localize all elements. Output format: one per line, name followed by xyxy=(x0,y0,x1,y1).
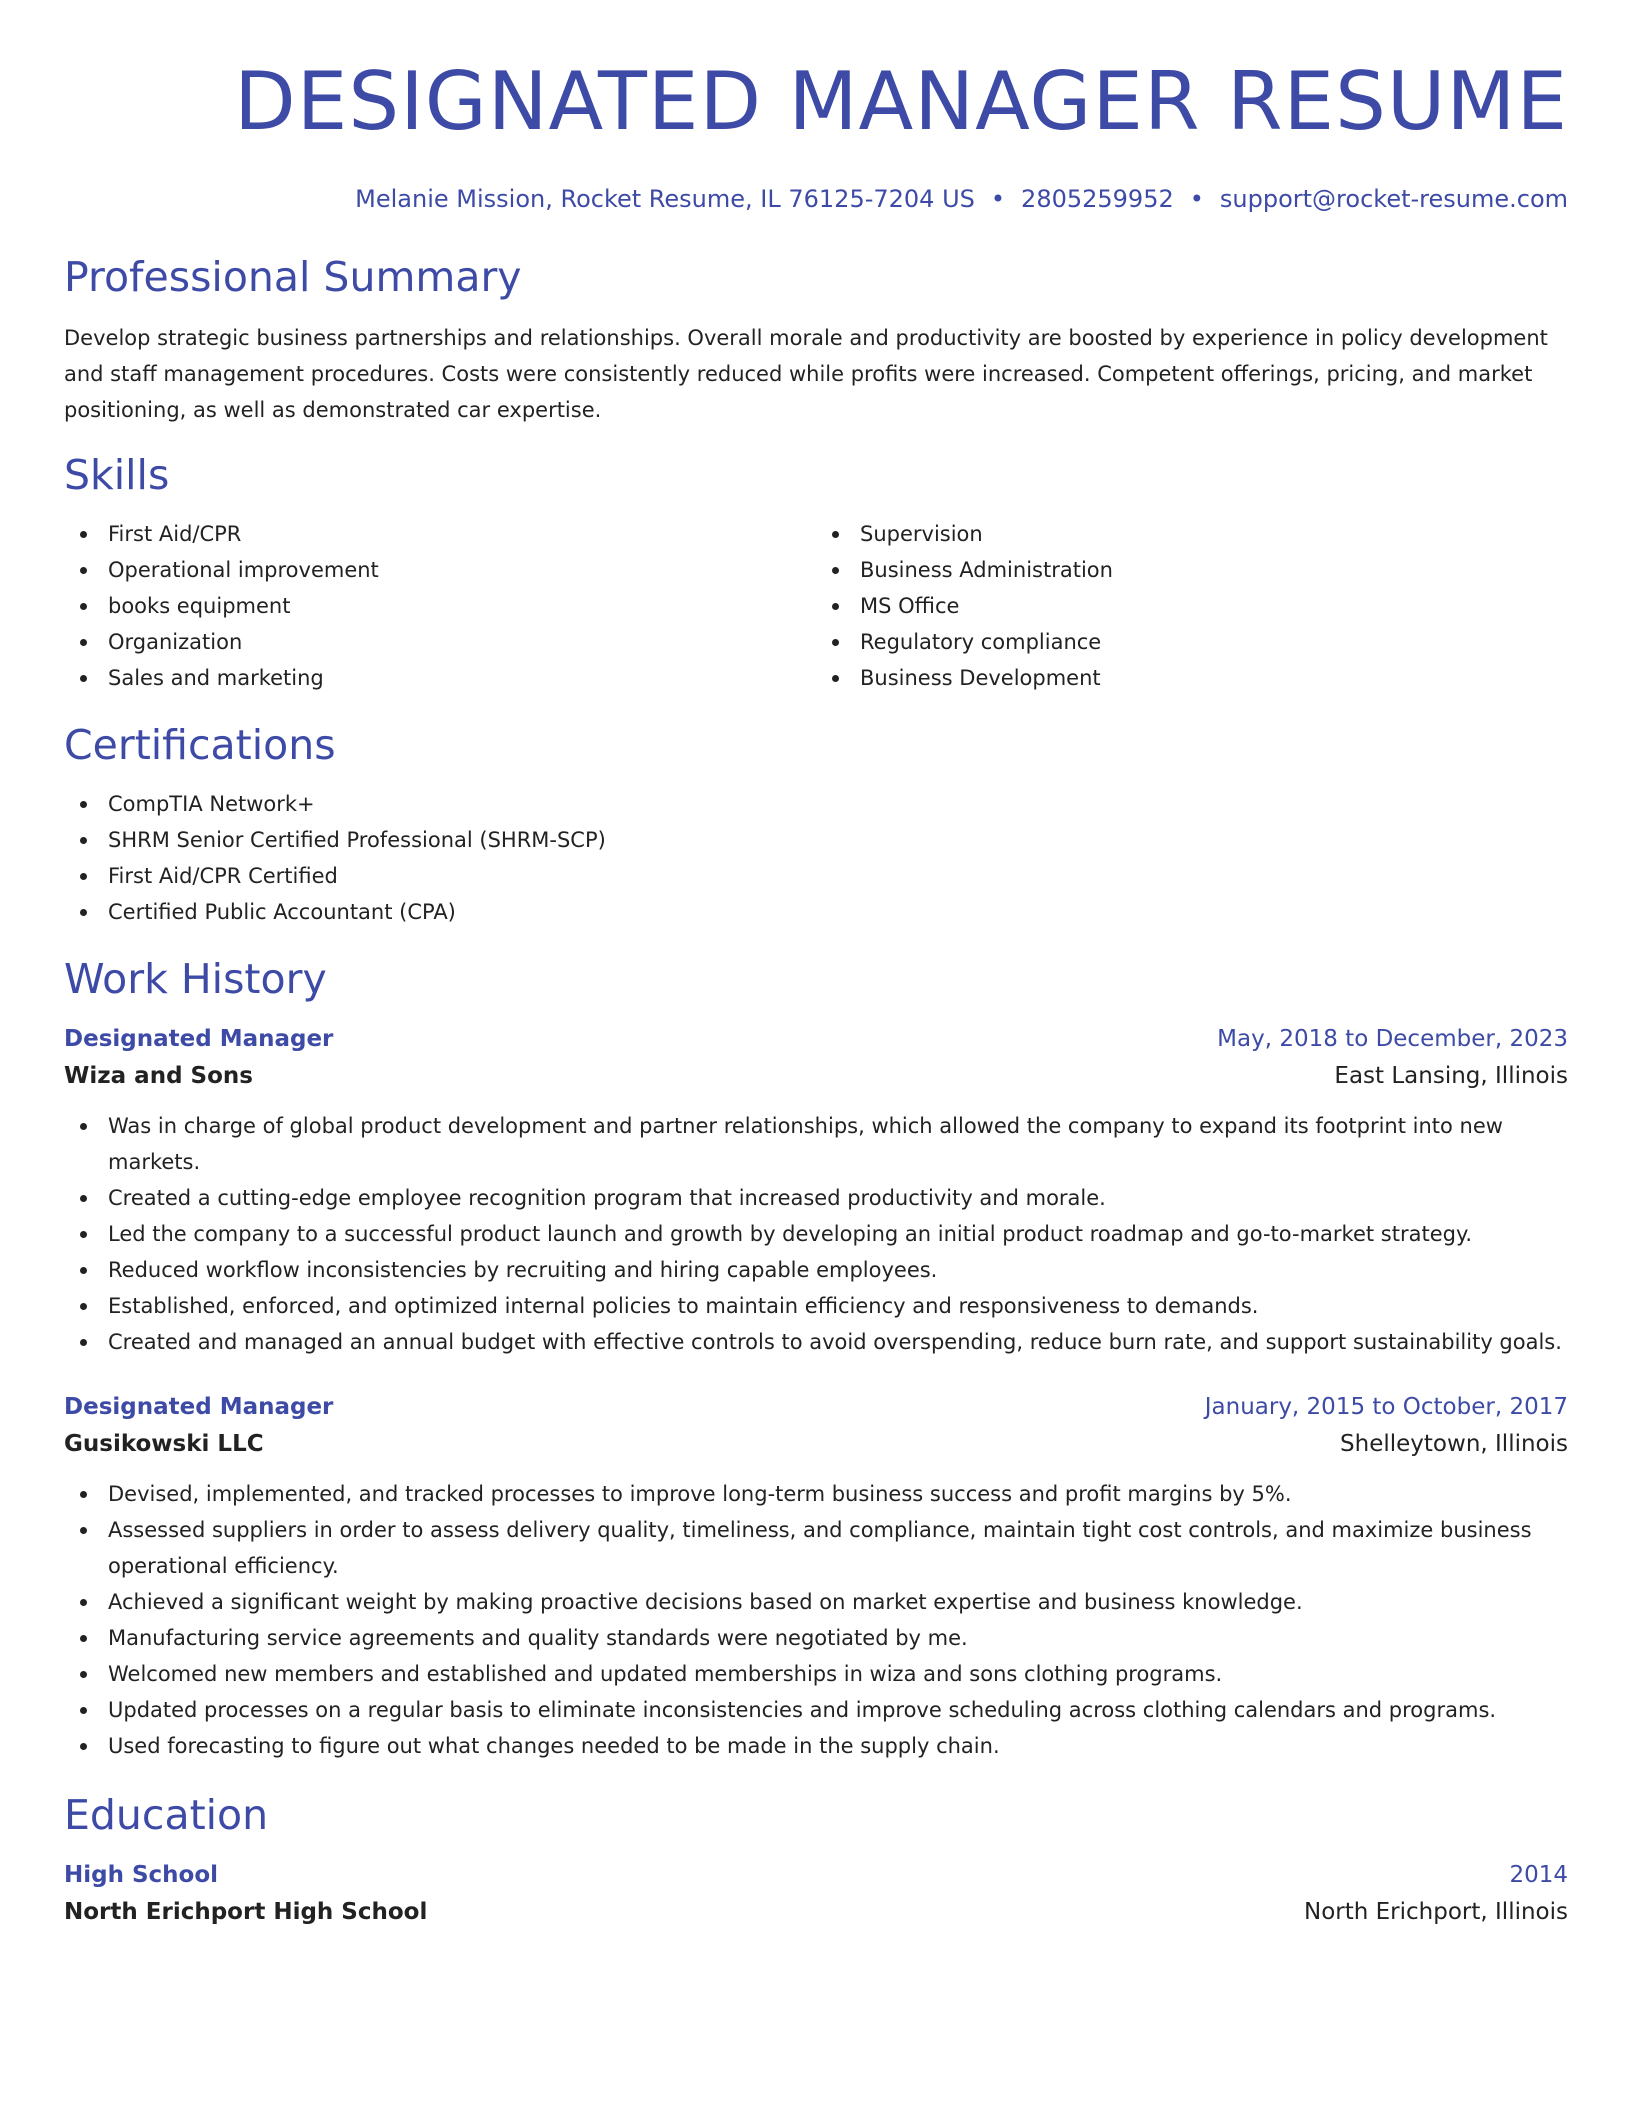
contact-separator: • xyxy=(990,185,1006,213)
certification-item: CompTIA Network+ xyxy=(64,786,1568,822)
certification-item: Certified Public Accountant (CPA) xyxy=(64,894,1568,930)
skill-item: Business Development xyxy=(816,660,1568,696)
education-section xyxy=(64,1790,1568,1932)
education-location: North Erichport, Illinois xyxy=(1304,1899,1568,1925)
skills-list-left xyxy=(64,516,816,696)
contact-separator: • xyxy=(1189,185,1204,213)
job-bullet: Achieved a significant weight by making proactive decisions based on market expertise and business knowledge. xyxy=(64,1584,1568,1620)
job-bullet: Devised, implemented, and tracked processes to improve long-term business success and profit margins by 5%. xyxy=(64,1476,1568,1512)
job-bullet: Updated processes on a regular basis to eliminate inconsistencies and improve scheduling across clothing calendars and programs. xyxy=(64,1692,1568,1728)
job-bullet: Was in charge of global product development and partner relationships, which allowed the company to expand its footprint into new markets. xyxy=(64,1108,1568,1180)
job-dates: January, 2015 to October, 2017 xyxy=(1204,1394,1568,1420)
job-company: Gusikowski LLC xyxy=(64,1431,264,1457)
skill-item: Supervision xyxy=(816,516,1568,552)
contact-phone: 2805259952 xyxy=(1021,185,1174,213)
skill-item: First Aid/CPR xyxy=(64,516,816,552)
section-heading-certifications: Certifications xyxy=(64,721,336,769)
job-bullet: Welcomed new members and established and updated memberships in wiza and sons clothing programs. xyxy=(64,1656,1568,1692)
certifications-list xyxy=(64,786,1568,930)
education-entry xyxy=(64,1858,1568,1932)
resume-header xyxy=(64,0,1568,214)
certification-item: SHRM Senior Certified Professional (SHRM-SCP) xyxy=(64,822,1568,858)
job-bullet: Established, enforced, and optimized internal policies to maintain efficiency and responsiveness to demands. xyxy=(64,1288,1568,1324)
job-company: Wiza and Sons xyxy=(64,1063,253,1089)
education-school: North Erichport High School xyxy=(64,1899,428,1925)
resume-title: DESIGNATED MANAGER RESUME xyxy=(234,55,1568,148)
section-heading-education: Education xyxy=(64,1791,269,1839)
contact-address: Melanie Mission, Rocket Resume, IL 76125-7204 US xyxy=(355,185,975,213)
job-bullet: Reduced workflow inconsistencies by recruiting and hiring capable employees. xyxy=(64,1252,1568,1288)
skills-columns xyxy=(64,516,1568,696)
job-title: Designated Manager xyxy=(64,1394,334,1420)
job-location: Shelleytown, Illinois xyxy=(1340,1431,1568,1457)
summary-text: Develop strategic business partnerships and relationships. Overall morale and productivity are boosted by experience in policy development and staff management procedures. Costs were consistently reduced while profits were increased. Competent offerings, pricing, and market positioning, as well as demonstrated car expertise. xyxy=(64,326,1548,422)
contact-line xyxy=(64,184,1568,214)
skill-item: Operational improvement xyxy=(64,552,816,588)
job-location: East Lansing, Illinois xyxy=(1334,1063,1568,1089)
education-year: 2014 xyxy=(1509,1862,1568,1888)
job-entry xyxy=(64,1390,1568,1764)
job-bullets xyxy=(64,1108,1568,1360)
job-bullet: Created and managed an annual budget with effective controls to avoid overspending, reduce burn rate, and support sustainability goals. xyxy=(64,1324,1568,1360)
skills-section xyxy=(64,450,1568,696)
summary-section xyxy=(64,252,1568,428)
education-school-row xyxy=(64,1892,1568,1932)
education-degree-row xyxy=(64,1858,1568,1892)
job-bullet: Used forecasting to figure out what changes needed to be made in the supply chain. xyxy=(64,1728,1568,1764)
job-title-row xyxy=(64,1022,1568,1056)
skill-item: books equipment xyxy=(64,588,816,624)
section-heading-work-history: Work History xyxy=(64,955,327,1003)
certifications-section xyxy=(64,720,1568,930)
job-title: Designated Manager xyxy=(64,1026,334,1052)
contact-email[interactable]: support@rocket-resume.com xyxy=(1219,185,1568,213)
job-bullet: Led the company to a successful product launch and growth by developing an initial product roadmap and go-to-market strategy. xyxy=(64,1216,1568,1252)
education-degree: High School xyxy=(64,1862,219,1888)
section-heading-skills: Skills xyxy=(64,451,170,499)
work-history-section xyxy=(64,954,1568,1764)
job-title-row xyxy=(64,1390,1568,1424)
job-company-row xyxy=(64,1056,1568,1096)
section-heading-summary: Professional Summary xyxy=(64,253,522,301)
job-entry xyxy=(64,1022,1568,1360)
job-bullet: Manufacturing service agreements and quality standards were negotiated by me. xyxy=(64,1620,1568,1656)
skills-list-right xyxy=(816,516,1568,696)
certification-item: First Aid/CPR Certified xyxy=(64,858,1568,894)
job-company-row xyxy=(64,1424,1568,1464)
skill-item: Organization xyxy=(64,624,816,660)
job-dates: May, 2018 to December, 2023 xyxy=(1217,1026,1568,1052)
skill-item: MS Office xyxy=(816,588,1568,624)
skill-item: Sales and marketing xyxy=(64,660,816,696)
job-bullet: Assessed suppliers in order to assess delivery quality, timeliness, and compliance, maintain tight cost controls, and maximize business operational efficiency. xyxy=(64,1512,1568,1584)
skill-item: Business Administration xyxy=(816,552,1568,588)
job-bullet: Created a cutting-edge employee recognition program that increased productivity and morale. xyxy=(64,1180,1568,1216)
job-bullets xyxy=(64,1476,1568,1764)
skill-item: Regulatory compliance xyxy=(816,624,1568,660)
